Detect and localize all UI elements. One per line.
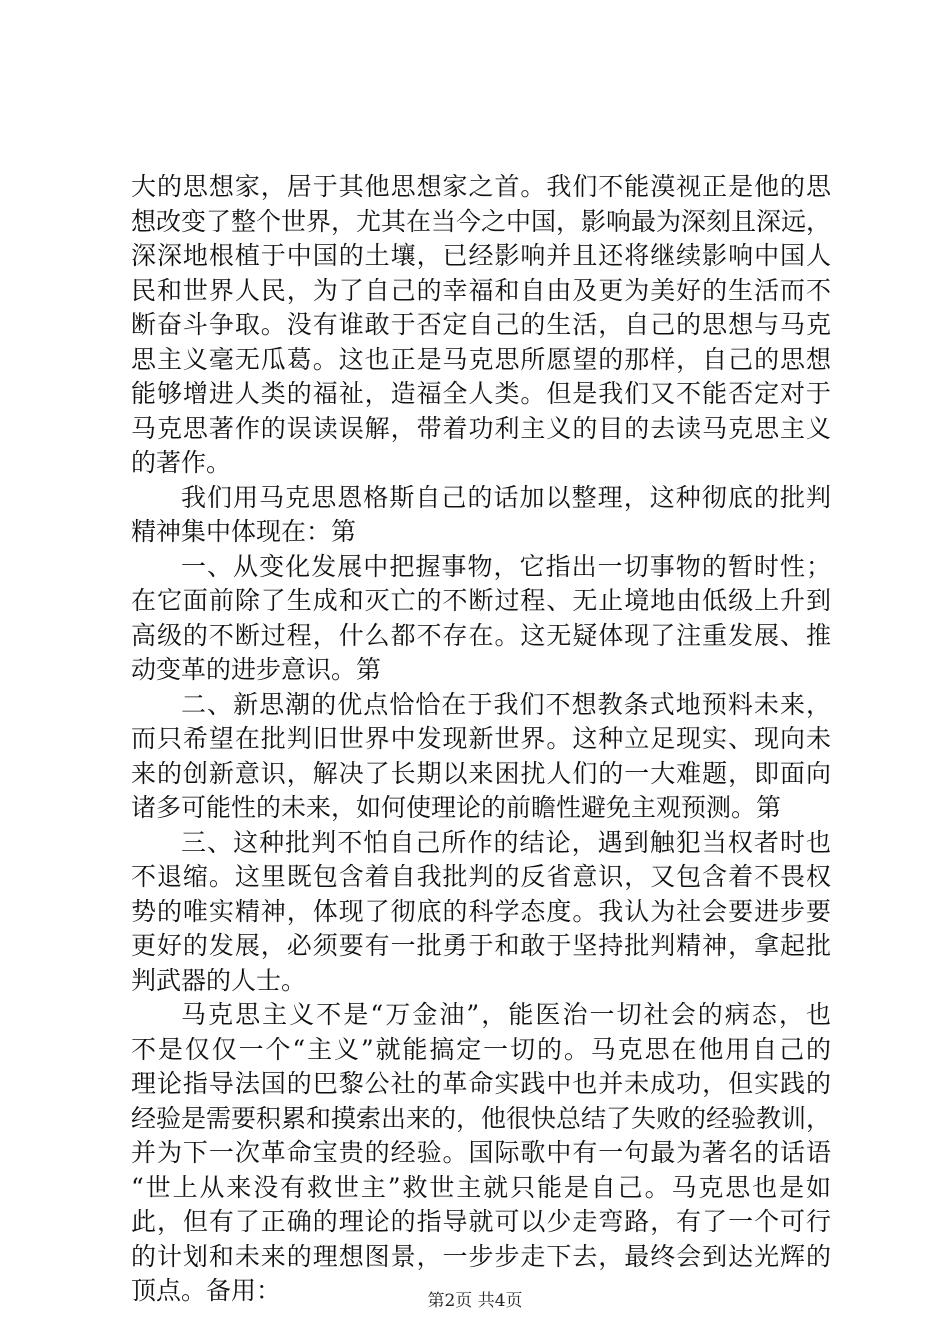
- text-line: 更好的发展，必须要有一批勇于和敢于坚持批判精神，拿起批: [131, 931, 831, 960]
- text-line: 马克思主义不是“万金油”，能医治一切社会的病态，也: [181, 1000, 831, 1029]
- text-line: 动变革的进步意识。第: [131, 655, 382, 684]
- page-number: 第2页 共4页: [427, 1291, 523, 1311]
- text-line: 理论指导法国的巴黎公社的革命实践中也并未成功，但实践的: [131, 1069, 831, 1098]
- text-line: 大的思想家，居于其他思想家之首。我们不能漠视正是他的思: [131, 172, 831, 201]
- text-line: 二、新思潮的优点恰恰在于我们不想教条式地预料未来，: [181, 689, 831, 719]
- text-line: 思主义毫无瓜葛。这也正是马克思所愿望的那样，自己的思想: [131, 344, 831, 374]
- text-line: 精神集中体现在：第: [131, 517, 357, 546]
- text-line: 一、从变化发展中把握事物，它指出一切事物的暂时性；: [181, 551, 831, 581]
- page-footer: [0, 1291, 950, 1311]
- text-line: 不是仅仅一个“主义”就能搞定一切的。马克思在他用自己的: [131, 1034, 831, 1064]
- text-line: 的著作。: [131, 448, 232, 477]
- text-line: 我们用马克思恩格斯自己的话加以整理，这种彻底的批判: [181, 482, 831, 512]
- text-line: 的计划和未来的理想图景，一步步走下去，最终会到达光辉的: [131, 1241, 831, 1271]
- text-line: 不退缩。这里既包含着自我批判的反省意识，又包含着不畏权: [131, 862, 831, 891]
- paragraph: [131, 170, 831, 481]
- paragraph: [131, 481, 831, 550]
- text-line: 而只希望在批判旧世界中发现新世界。这种立足现实、现向未: [131, 724, 831, 753]
- paragraph: [131, 998, 831, 1309]
- text-line: 能够增进人类的福祉，造福全人类。但是我们又不能否定对于: [131, 379, 831, 408]
- text-line: 势的唯实精神，体现了彻底的科学态度。我认为社会要进步要: [131, 896, 831, 926]
- text-line: 经验是需要积累和摸索出来的，他很快总结了失败的经验教训，: [131, 1103, 832, 1133]
- document-body: [131, 170, 831, 1309]
- paragraph: [131, 826, 831, 999]
- text-line: 断奋斗争取。没有谁敢于否定自己的生活，自己的思想与马克: [131, 310, 831, 339]
- text-line: 民和世界人民，为了自己的幸福和自由及更为美好的生活而不: [131, 275, 831, 305]
- text-line: 高级的不断过程，什么都不存在。这无疑体现了注重发展、推: [131, 620, 831, 650]
- text-line: 此，但有了正确的理论的指导就可以少走弯路，有了一个可行: [131, 1207, 831, 1236]
- text-line: 判武器的人士。: [131, 965, 307, 995]
- text-line: 并为下一次革命宝贵的经验。国际歌中有一句最为著名的话语: [131, 1138, 831, 1167]
- text-line: 顶点。备用：: [131, 1276, 282, 1305]
- paragraph: [131, 550, 831, 688]
- text-line: 在它面前除了生成和灭亡的不断过程、无止境地由低级上升到: [131, 586, 831, 615]
- text-line: 想改变了整个世界，尤其在当今之中国，影响最为深刻且深远，: [131, 206, 832, 236]
- paragraph: [131, 688, 831, 826]
- text-line: 三、这种批判不怕自己所作的结论，遇到触犯当权者时也: [181, 827, 831, 857]
- text-line: 来的创新意识，解决了长期以来困扰人们的一大难题，即面向: [131, 758, 831, 788]
- text-line: 马克思著作的误读误解，带着功利主义的目的去读马克思主义: [131, 413, 831, 443]
- text-line: 诸多可能性的未来，如何使理论的前瞻性避免主观预测。第: [131, 793, 782, 822]
- text-line: 深深地根植于中国的土壤，已经影响并且还将继续影响中国人: [131, 241, 831, 270]
- text-line: “世上从来没有救世主”救世主就只能是自己。马克思也是如: [131, 1172, 831, 1202]
